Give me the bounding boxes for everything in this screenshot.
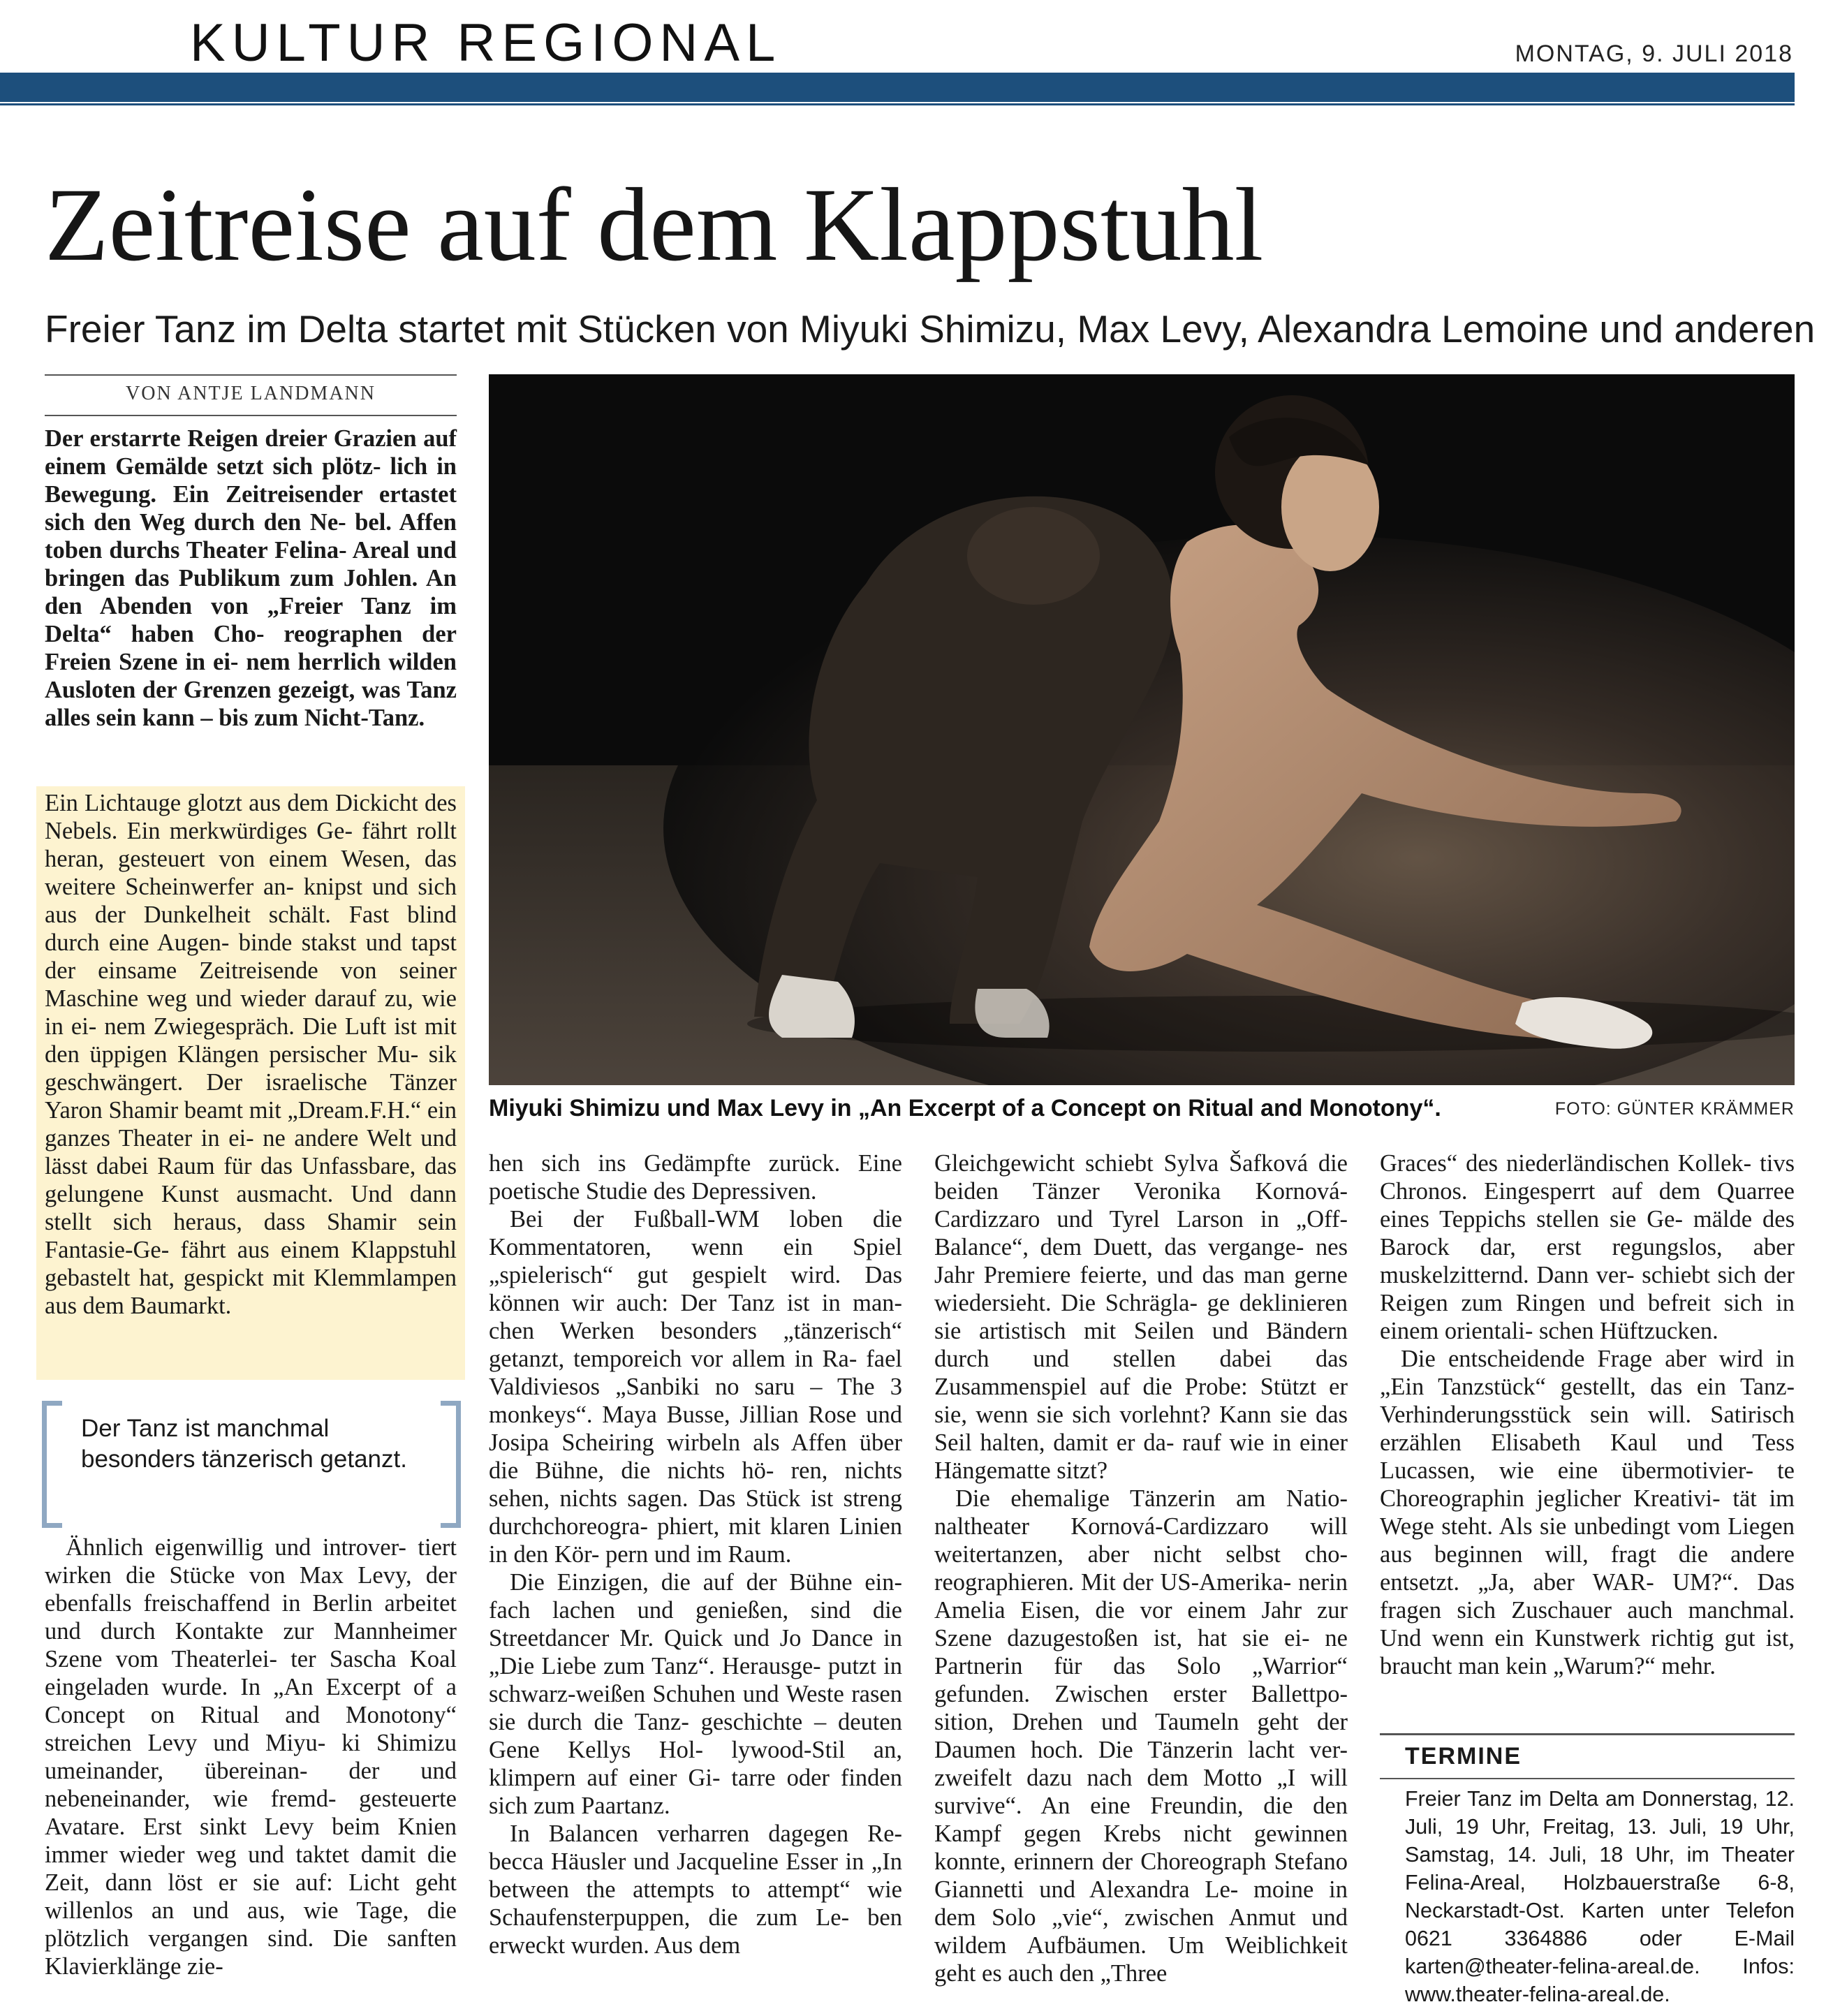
photo-caption: Miyuki Shimizu und Max Levy in „An Excerpt of a Concept on Ritual and Monotony“. bbox=[489, 1095, 1441, 1121]
termine-text: Freier Tanz im Delta am Donnerstag, 12. Juli, 19 Uhr, Freitag, 13. Juli, 19 Uhr, Samstag, 14. Juli, 18 Uhr, im Theater Felina-Areal, Holzbauerstraße 6-8, Neckarstadt-Ost. Karten unter Telefon 0621 3364886 oder E-Mail karten@theater-felina-areal.de. Infos: www.theater-felina-areal.de. bbox=[1405, 1787, 1795, 2006]
photo-caption-row bbox=[489, 1095, 1795, 1126]
termine-label: TERMINE bbox=[1405, 1743, 1522, 1769]
column-3 bbox=[934, 1149, 1348, 1987]
subheadline: Freier Tanz im Delta startet mit Stücken von Miyuki Shimizu, Max Levy, Alexandra Lemoine und anderen bbox=[45, 307, 1816, 351]
byline: VON ANTJE LANDMANN bbox=[126, 383, 376, 404]
headline: Zeitreise auf dem Klappstuhl bbox=[45, 167, 1264, 283]
article-photo bbox=[489, 374, 1795, 1085]
pull-quote-text: Der Tanz ist manchmal besonders tänzerisch getanzt. bbox=[81, 1415, 407, 1473]
paragraph: Ähnlich eigenwillig und introver- tiert wirken die Stücke von Max Levy, der ebenfalls freischaffend in Berlin arbeitet und durch Kontakte zur Mannheimer Szene vom Theaterlei- ter Sascha Koal eingeladen wurde. In „An Excerpt of a Concept on Ritual and Monotony“ streichen Levy und Miyu- ki Shimizu umeinander, übereinan- der und nebeneinander, wie fremd- gesteuerte Avatare. Erst sinkt Levy beim Knien immer wieder weg und taktet damit die Zeit, dann löst er sie auf: Licht geht willenlos an und aus, wie Tage, die plötzlich vergangen sind. Die sanften Klavierklänge zie- bbox=[45, 1534, 457, 1980]
paragraph: Ein Lichtauge glotzt aus dem Dickicht des Nebels. Ein merkwürdiges Ge- fährt rollt heran, gesteuert von einem Wesen, das weitere Scheinwerfer an- knipst und sich aus der Dunkelheit schält. Fast blind durch eine Augen- binde stakst und tapst der einsame Zeitreisende von seiner Maschine weg und wieder darauf zu, wie in ei- nem Zwiegespräch. Die Luft ist mit den üppigen Klängen persischer Mu- sik geschwängert. Der israelische Tänzer Yaron Shamir beamt mit „Dream.F.H.“ ein ganzes Theater in ei- ne andere Welt und lässt dabei Raum für das Unfassbare, das gelungene Kunst ausmacht. Und dann stellt sich heraus, dass Shamir sein Fantasie-Ge- fährt aus einem Klappstuhl gebastelt hat, gespickt mit Klemmlampen aus dem Baumarkt. bbox=[45, 790, 457, 1319]
pull-quote bbox=[42, 1401, 461, 1518]
byline-rule bbox=[45, 374, 457, 376]
paragraph: Die entscheidende Frage aber wird in „Ein Tanzstück“ gestellt, das ein Tanz-Verhinderungsstück sein will. Satirisch erzählen Elisabeth Kaul und Tess Lucassen, wie eine übermotivier- te Choreographin jeglicher Kreativi- tät im Wege steht. Als sie unbedingt vom Liegen aus beginnen will, fragt die andere entsetzt. „Ja, aber WAR- UM?“. Das fragen sich Zuschauer auch manchmal. Und wenn ein Kunstwerk richtig gut ist, braucht man kein „Warum?“ mehr. bbox=[1380, 1346, 1795, 1679]
paragraph: hen sich ins Gedämpfte zurück. Eine poetische Studie des Depressiven. bbox=[489, 1150, 902, 1205]
issue-date: MONTAG, 9. JULI 2018 bbox=[1515, 41, 1793, 67]
column-2 bbox=[489, 1149, 902, 1959]
paragraph: Bei der Fußball-WM loben die Kommentatoren, wenn ein Spiel „spielerisch“ gut gespielt wird. Das können wir auch: Der Tanz ist in man- chen Werken besonders „tänzerisch“ getanzt, temporeich vor allem in Ra- fael Valdiviesos „Sanbiki no saru – The 3 monkeys“. Maya Busse, Jillian Rose und Josipa Scheiring wirbeln als Affen über die Bühne, die nichts hö- ren, nichts sehen, nichts sagen. Das Stück ist streng durchchoreogra- phiert, mit klaren Linien in den Kör- pern und im Raum. bbox=[489, 1206, 902, 1568]
paragraph: In Balancen verharren dagegen Re- becca Häusler und Jacqueline Esser in „In between the attempts to attempt“ wie Schaufensterpuppen, die zum Le- ben erweckt wurden. Aus dem bbox=[489, 1820, 902, 1959]
paragraph: Die ehemalige Tänzerin am Natio- naltheater Kornová-Cardizzaro will weitertanzen, aber nicht selbst cho- reographieren. Mit der US-Amerika- nerin Amelia Eisen, die vor einem Jahr zur Szene dazugestoßen ist, hat sie ei- ne Partnerin für das Solo „Warrior“ gefunden. Zwischen erster Ballettpo- sition, Drehen und Taumeln geht der Daumen hoch. Die Tänzerin lacht ver- zweifelt dazu nach dem Motto „I will survive“. An eine Freundin, die den Kampf gegen Krebs nicht gewinnen konnte, erinnern der Choreograph Stefano Giannetti und Alexandra Le- moine in dem Solo „vie“, zwischen Anmut und wildem Aufbäumen. Um Weiblichkeit geht es auch den „Three bbox=[934, 1485, 1348, 1987]
section-rule bbox=[0, 73, 1795, 102]
byline-rule-bottom bbox=[45, 415, 457, 416]
paragraph: Gleichgewicht schiebt Sylva Šafková die beiden Tänzer Veronika Kornová- Cardizzaro und Tyrel Larson in „Off- Balance“, dem Duett, das vergange- nes Jahr Premiere feierte, und das man gerne wiedersieht. Die Schrägla- ge deklinieren sie artistisch mit Seilen und Bändern durch und stellen dabei das Zusammenspiel auf die Probe: Stützt er sie, wenn sie sich vorlehnt? Kann sie das Seil halten, damit er da- rauf wie in einer Hängematte sitzt? bbox=[934, 1150, 1348, 1484]
section-rule-thin bbox=[0, 103, 1795, 105]
column-4 bbox=[1380, 1149, 1795, 1680]
termine-rule bbox=[1380, 1733, 1795, 1735]
column-1-paragraph-1 bbox=[45, 789, 457, 1320]
photo-credit: FOTO: GÜNTER KRÄMMER bbox=[1554, 1099, 1795, 1119]
column-1-paragraph-2 bbox=[45, 1533, 457, 1980]
quote-bracket-left bbox=[42, 1401, 62, 1528]
section-title: KULTUR REGIONAL bbox=[190, 13, 782, 73]
paragraph: Die Einzigen, die auf der Bühne ein- fach lachen und genießen, sind die Streetdancer Mr. Quick und Jo Dance in „Die Liebe zum Tanz“. Herausge- putzt in schwarz-weißen Schuhen und Weste rasen sie durch die Tanz- geschichte – deuten Gene Kellys Hol- lywood-Stil an, klimpern auf einer Gi- tarre oder finden sich zum Paartanz. bbox=[489, 1569, 902, 1819]
paragraph: Graces“ des niederländischen Kollek- tivs Chronos. Eingesperrt auf dem Quarree eines Teppichs stellen sie Ge- mälde des Barock dar, erst regungslos, aber muskelzitternd. Dann ver- schiebt sich der Reigen zum Ringen und befreit sich in einem orientali- schen Hüftzucken. bbox=[1380, 1150, 1795, 1344]
termine-rule-bottom bbox=[1380, 1778, 1795, 1779]
quote-bracket-right bbox=[441, 1401, 461, 1528]
dancers-photo-illustration bbox=[489, 374, 1795, 1085]
article-intro: Der erstarrte Reigen dreier Grazien auf einem Gemälde setzt sich plötz- lich in Bewegung. Ein Zeitreisender ertastet sich den Weg durch den Ne- bel. Affen toben durchs Theater Felina- Areal und bringen das Publikum zum Johlen. An den Abenden von „Freier Tanz im Delta“ haben Cho- reographen der Freien Szene in ei- nem herrlich wilden Ausloten der Grenzen gezeigt, was Tanz alles sein kann – bis zum Nicht-Tanz. bbox=[45, 425, 457, 731]
